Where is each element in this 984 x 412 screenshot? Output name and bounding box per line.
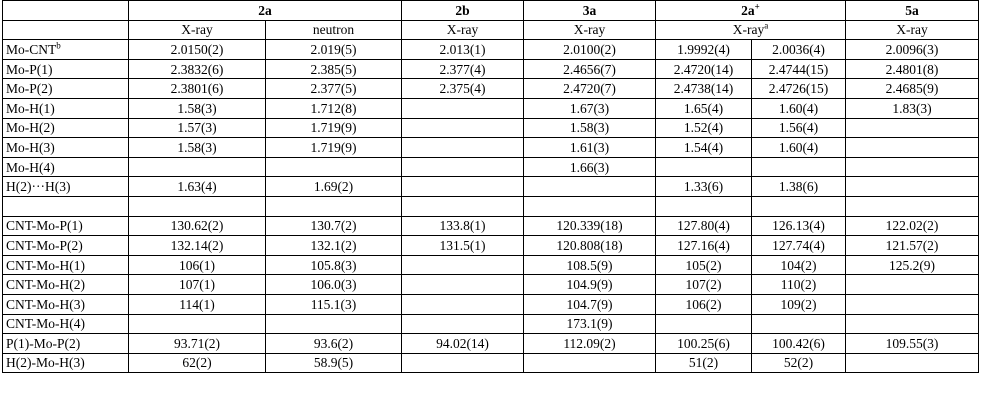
table-cell [846, 275, 979, 295]
table-cell: 2.4720(14) [656, 59, 752, 79]
table-cell [266, 157, 402, 177]
table-row [3, 40, 979, 60]
table-cell: 107(2) [656, 275, 752, 295]
table-row [3, 294, 979, 314]
table-cell [846, 138, 979, 158]
row-label: CNT-Mo-H(4) [3, 314, 129, 334]
table-cell [752, 157, 846, 177]
table-cell: 2.4726(15) [752, 79, 846, 99]
table-cell [752, 196, 846, 216]
table-cell [402, 353, 524, 373]
table-row [3, 98, 979, 118]
table-cell: 62(2) [129, 353, 266, 373]
method-header: X-ray [129, 20, 266, 40]
table-cell: 120.339(18) [524, 216, 656, 236]
table-cell: 2.4656(7) [524, 59, 656, 79]
table-row [3, 59, 979, 79]
table-cell: 1.66(3) [524, 157, 656, 177]
table-row [3, 79, 979, 99]
table-cell: 106(1) [129, 255, 266, 275]
table-cell: 127.80(4) [656, 216, 752, 236]
table-cell: 2.4801(8) [846, 59, 979, 79]
table-cell: 2.0096(3) [846, 40, 979, 60]
table-cell [524, 177, 656, 197]
table-cell: 1.67(3) [524, 98, 656, 118]
table-cell: 1.719(9) [266, 118, 402, 138]
table-cell: 2.377(4) [402, 59, 524, 79]
table-row [3, 353, 979, 373]
table-cell [402, 275, 524, 295]
table-cell: 51(2) [656, 353, 752, 373]
table-cell [846, 294, 979, 314]
table-row [3, 236, 979, 256]
table-cell: 2.0100(2) [524, 40, 656, 60]
table-cell [846, 353, 979, 373]
table-cell: 1.58(3) [129, 98, 266, 118]
table-cell [402, 118, 524, 138]
table-cell [524, 196, 656, 216]
table-cell [846, 118, 979, 138]
table-cell [846, 157, 979, 177]
row-label: CNT-Mo-H(1) [3, 255, 129, 275]
table-cell: 115.1(3) [266, 294, 402, 314]
row-label: H(2)···H(3) [3, 177, 129, 197]
row-label: P(1)-Mo-P(2) [3, 334, 129, 354]
table-cell [129, 196, 266, 216]
table-cell: 106(2) [656, 294, 752, 314]
table-cell: 100.25(6) [656, 334, 752, 354]
table-cell: 126.13(4) [752, 216, 846, 236]
table-cell: 2.019(5) [266, 40, 402, 60]
table-cell [846, 177, 979, 197]
table-cell: 105(2) [656, 255, 752, 275]
table-cell [656, 314, 752, 334]
table-cell: 2.375(4) [402, 79, 524, 99]
table-cell: 114(1) [129, 294, 266, 314]
table-cell: 1.63(4) [129, 177, 266, 197]
row-label: CNT-Mo-H(3) [3, 294, 129, 314]
table-cell [129, 314, 266, 334]
row-label [3, 196, 129, 216]
table-cell: 2.4744(15) [752, 59, 846, 79]
row-label: CNT-Mo-H(2) [3, 275, 129, 295]
table-cell: 2.3801(6) [129, 79, 266, 99]
table-cell: 132.1(2) [266, 236, 402, 256]
table-cell: 1.52(4) [656, 118, 752, 138]
table-cell: 173.1(9) [524, 314, 656, 334]
table-cell: 1.61(3) [524, 138, 656, 158]
table-cell: 1.54(4) [656, 138, 752, 158]
table-cell: 52(2) [752, 353, 846, 373]
table-row [3, 196, 979, 216]
method-header: X-ray [846, 20, 979, 40]
table-cell: 58.9(5) [266, 353, 402, 373]
table-cell: 104.7(9) [524, 294, 656, 314]
table-cell [846, 196, 979, 216]
row-label: CNT-Mo-P(2) [3, 236, 129, 256]
method-header: X-ray$^a$ [656, 20, 846, 40]
table-row [3, 216, 979, 236]
row-label: Mo-CNT$^b$ [3, 40, 129, 60]
row-label: Mo-P(2) [3, 79, 129, 99]
table-row [3, 255, 979, 275]
table-cell: 93.6(2) [266, 334, 402, 354]
row-label: Mo-H(4) [3, 157, 129, 177]
table-row [3, 157, 979, 177]
table-cell: 1.57(3) [129, 118, 266, 138]
table-cell [402, 294, 524, 314]
table-cell [524, 353, 656, 373]
table-cell [129, 157, 266, 177]
table-cell: 1.712(8) [266, 98, 402, 118]
table-cell: 108.5(9) [524, 255, 656, 275]
table-container [2, 0, 979, 373]
table-cell: 1.83(3) [846, 98, 979, 118]
table-cell: 127.74(4) [752, 236, 846, 256]
compound-header-superscript: + [754, 1, 760, 12]
table-cell [402, 196, 524, 216]
table-cell [656, 157, 752, 177]
row-label: CNT-Mo-P(1) [3, 216, 129, 236]
table-cell: 1.69(2) [266, 177, 402, 197]
table-row [3, 177, 979, 197]
table-cell: 2.4720(7) [524, 79, 656, 99]
table-cell: 105.8(3) [266, 255, 402, 275]
table-cell: 1.38(6) [752, 177, 846, 197]
table-cell [402, 98, 524, 118]
table-cell: 2.013(1) [402, 40, 524, 60]
compound-header: 2b [402, 1, 524, 21]
compound-header: 2a [129, 1, 402, 21]
table-cell: 104(2) [752, 255, 846, 275]
table-cell [266, 314, 402, 334]
table-cell: 121.57(2) [846, 236, 979, 256]
method-header: neutron [266, 20, 402, 40]
table-cell [846, 314, 979, 334]
compound-header [3, 1, 129, 21]
table-cell: 130.7(2) [266, 216, 402, 236]
table-cell: 2.377(5) [266, 79, 402, 99]
table-cell: 133.8(1) [402, 216, 524, 236]
table-cell [402, 255, 524, 275]
table-cell: 2.4685(9) [846, 79, 979, 99]
row-label: Mo-H(1) [3, 98, 129, 118]
bond-parameters-table [2, 0, 979, 373]
table-cell: 125.2(9) [846, 255, 979, 275]
table-cell: 1.58(3) [129, 138, 266, 158]
method-header-row [3, 20, 979, 40]
row-label: Mo-H(3) [3, 138, 129, 158]
table-cell: 2.4738(14) [656, 79, 752, 99]
table-cell: 110(2) [752, 275, 846, 295]
table-cell: 1.33(6) [656, 177, 752, 197]
compound-header: 2a+ [656, 1, 846, 21]
table-cell: 106.0(3) [266, 275, 402, 295]
row-label: Mo-P(1) [3, 59, 129, 79]
table-cell: 1.719(9) [266, 138, 402, 158]
table-cell [402, 138, 524, 158]
table-cell: 130.62(2) [129, 216, 266, 236]
table-cell: 122.02(2) [846, 216, 979, 236]
table-cell: 132.14(2) [129, 236, 266, 256]
compound-header-row [3, 1, 979, 21]
table-cell: 2.0036(4) [752, 40, 846, 60]
table-cell: 1.58(3) [524, 118, 656, 138]
table-cell [752, 314, 846, 334]
table-cell: 1.60(4) [752, 138, 846, 158]
table-cell: 104.9(9) [524, 275, 656, 295]
table-cell: 107(1) [129, 275, 266, 295]
table-cell: 2.0150(2) [129, 40, 266, 60]
table-cell: 1.9992(4) [656, 40, 752, 60]
table-cell: 1.65(4) [656, 98, 752, 118]
table-cell: 1.60(4) [752, 98, 846, 118]
table-cell: 93.71(2) [129, 334, 266, 354]
table-cell: 131.5(1) [402, 236, 524, 256]
table-cell: 94.02(14) [402, 334, 524, 354]
row-label-superscript: b [56, 40, 61, 51]
table-row [3, 275, 979, 295]
row-label: Mo-H(2) [3, 118, 129, 138]
table-cell: 109.55(3) [846, 334, 979, 354]
table-row [3, 118, 979, 138]
table-row [3, 334, 979, 354]
compound-header: 5a [846, 1, 979, 21]
compound-header: 3a [524, 1, 656, 21]
method-header: X-ray [524, 20, 656, 40]
table-row [3, 314, 979, 334]
table-cell [656, 196, 752, 216]
table-cell: 127.16(4) [656, 236, 752, 256]
table-cell: 1.56(4) [752, 118, 846, 138]
method-header-superscript: a [764, 20, 769, 31]
row-label: H(2)-Mo-H(3) [3, 353, 129, 373]
method-header: X-ray [402, 20, 524, 40]
table-cell [402, 314, 524, 334]
table-cell: 2.3832(6) [129, 59, 266, 79]
table-cell: 2.385(5) [266, 59, 402, 79]
table-row [3, 138, 979, 158]
table-cell [266, 196, 402, 216]
table-cell [402, 177, 524, 197]
table-cell: 100.42(6) [752, 334, 846, 354]
method-header [3, 20, 129, 40]
table-cell: 109(2) [752, 294, 846, 314]
table-cell [402, 157, 524, 177]
table-cell: 120.808(18) [524, 236, 656, 256]
table-cell: 112.09(2) [524, 334, 656, 354]
